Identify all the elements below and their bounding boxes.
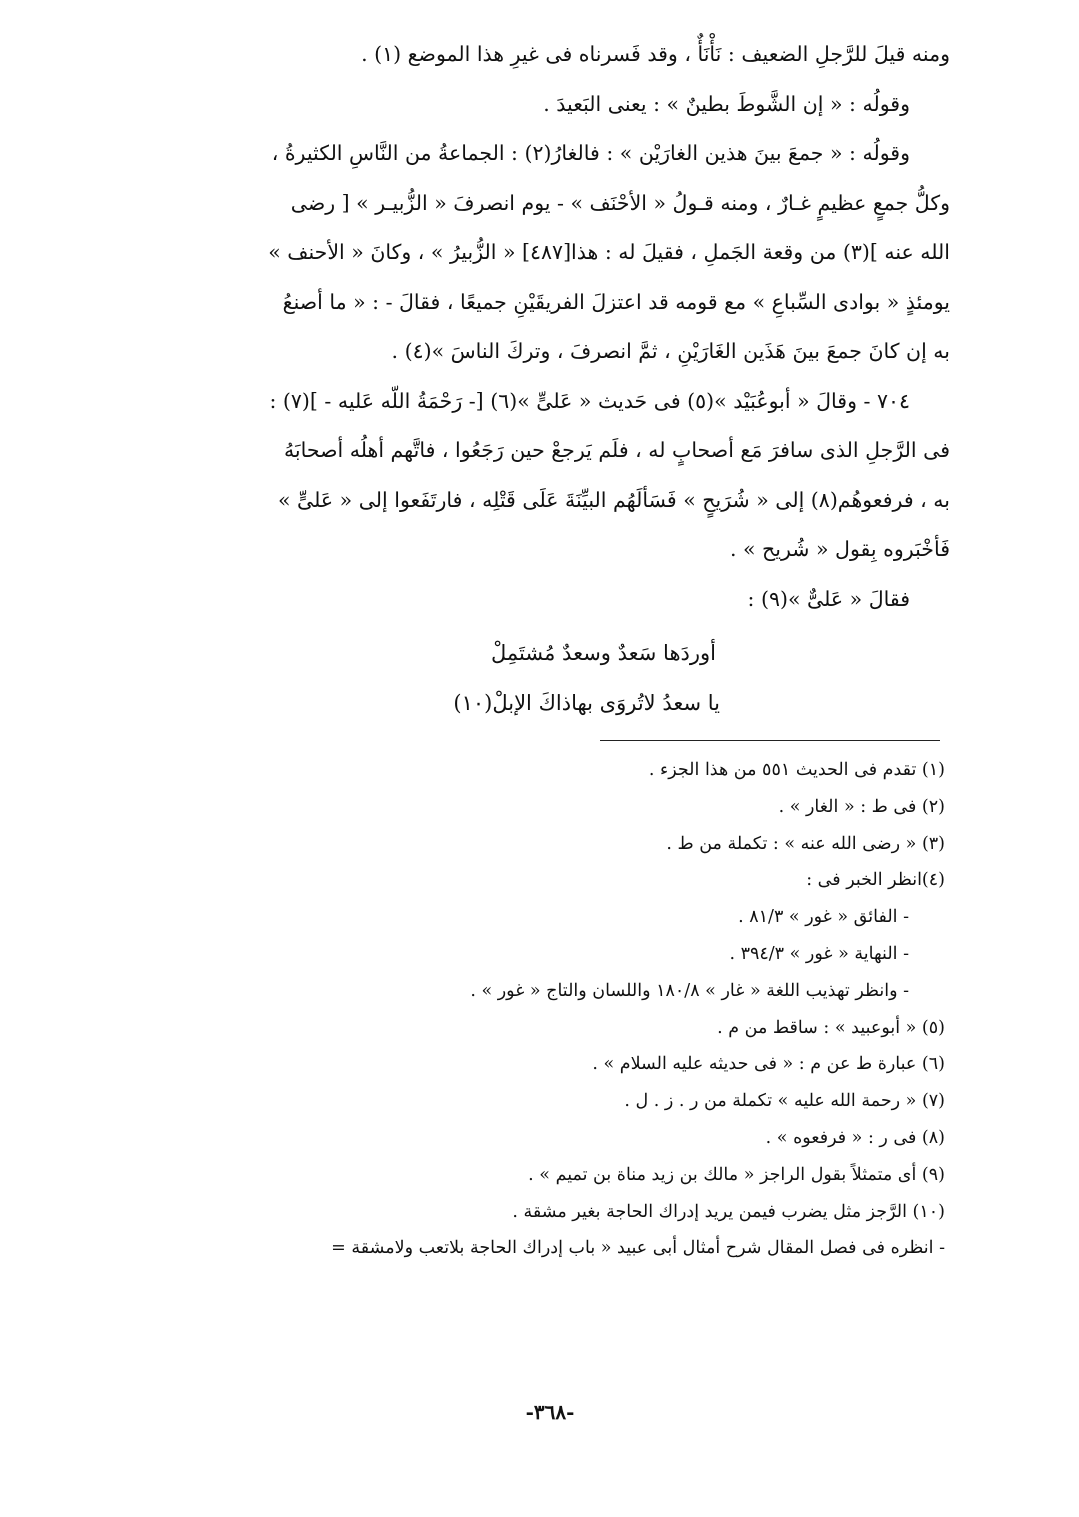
- page-number: -٣٦٨-: [525, 1400, 575, 1424]
- footnote: (٩) أى متمثلاً بقول الراجز « مالك بن زيد مناة بن تميم » .: [528, 1164, 945, 1185]
- main-line: ٧٠٤ - وقالَ « أبوعُبَيْد »(٥) فى حَديث « عَلىٍّ »(٦) [- رَحْمَةُ اللّه عَليه - ](٧) :: [269, 388, 910, 413]
- verse-line-1: أوردَها سَعدٌ وسعدٌ مُشتَمِلْ: [491, 641, 716, 665]
- main-line: به إن كانَ جمعَ بينَ هَذَين الغَارَيْنِ ، ثمَّ انصرفَ ، وتركَ الناسَ »(٤) .: [391, 339, 950, 363]
- footnotes: [180, 752, 945, 1267]
- footnote: (١٠) الرَّجز مثل يضرب فيمن يريد إدراك الحاجة بغير مشقة .: [512, 1201, 945, 1222]
- footnote-sub: - النهاية « غور » ٣٩٤/٣ .: [729, 943, 909, 964]
- main-line: فقالَ « عَلىٌّ »(٩) :: [747, 586, 910, 611]
- footnote-sub: - وانظر تهذيب اللغة « غار » ١٨٠/٨ واللسان والتاج « غور » .: [470, 980, 909, 1001]
- footnote: (٥) « أبوعبيد » : ساقط من م .: [717, 1017, 945, 1038]
- footnote-separator: [600, 740, 940, 741]
- main-text-block: [180, 30, 950, 624]
- main-line: فى الرَّجلِ الذى سافرَ مَع أصحابٍ له ، فلَم يَرجعْ حين رَجَعُوا ، فاتَّهم أهلُه أصحابَهُ: [283, 438, 950, 462]
- poetry-verse: [380, 628, 720, 728]
- footnote: (٣) « رضى الله عنه » : تكملة من ط .: [666, 833, 945, 854]
- verse-line-2: يا سعدُ لاتُروَى بهاذاكَ الإبلْ(١٠): [453, 691, 720, 715]
- main-line: به ، فرفعوهُم(٨) إلى « شُرَيحٍ » فَسَألَهُم البيِّنَةَ عَلَى قَتْلِه ، فارتَفَعوا إلى « عَلىٍّ »: [277, 487, 950, 512]
- footnote-sub: - الفائق « غور » ٨١/٣ .: [738, 907, 909, 928]
- footnote: (٤)انظر الخبر فى :: [806, 870, 945, 891]
- main-line: وقولُه : « جمعَ بينَ هذين الغارَيْن » : فالغارُ(٢) : الجماعةُ من النَّاسِ الكثيرةُ ،: [271, 141, 910, 165]
- main-line: وكلُّ جمعٍ عظيمٍ غـارٌ ، ومنه قـولُ « الأحْنَف » - يوم انصرفَ « الزُّبيـر » [ رضى: [290, 190, 950, 215]
- footnote: (١) تقدم فى الحديث ٥٥١ من هذا الجزء .: [648, 760, 945, 780]
- footnote: (٨) فى ر : « فرفعوه » .: [765, 1127, 945, 1148]
- main-line: وقولُه : « إن الشَّوطَ بطينٌ » : يعنى البَعيدَ .: [543, 91, 910, 116]
- footnote: (٧) « رحمة الله عليه » تكملة من ر . ز . ل .: [624, 1091, 945, 1112]
- main-line: ومنه قيلَ للرَّجلِ الضعيف : نَأْنَأٌ ، وقد فَسرناه فى غيرِ هذا الموضع (١) .: [361, 42, 950, 66]
- main-line: يومئذٍ « بوادى السِّباعِ » مع قومه قد اعتزلَ الفريقَيْنِ جميعًا ، فقالَ - : « ما أصنعُ: [282, 289, 950, 314]
- footnote: (٢) فى ط : « الغار » .: [778, 796, 945, 817]
- main-line: الله عنه ](٣) من وقعة الجَملِ ، فقيلَ له : هذا[٤٨٧] « الزُّبيرُ » ، وكانَ « الأحنف »: [268, 240, 950, 264]
- main-line: فَأخْبَروه بِقول « شُريح » .: [729, 537, 950, 561]
- footnote: - انظره فى فصل المقال شرح أمثال أبى عبيد « باب إدراك الحاجة بلاتعب ولامشقة =: [331, 1238, 945, 1259]
- footnote: (٦) عبارة ط عن م : « فى حديثه عليه السلام » .: [592, 1054, 945, 1075]
